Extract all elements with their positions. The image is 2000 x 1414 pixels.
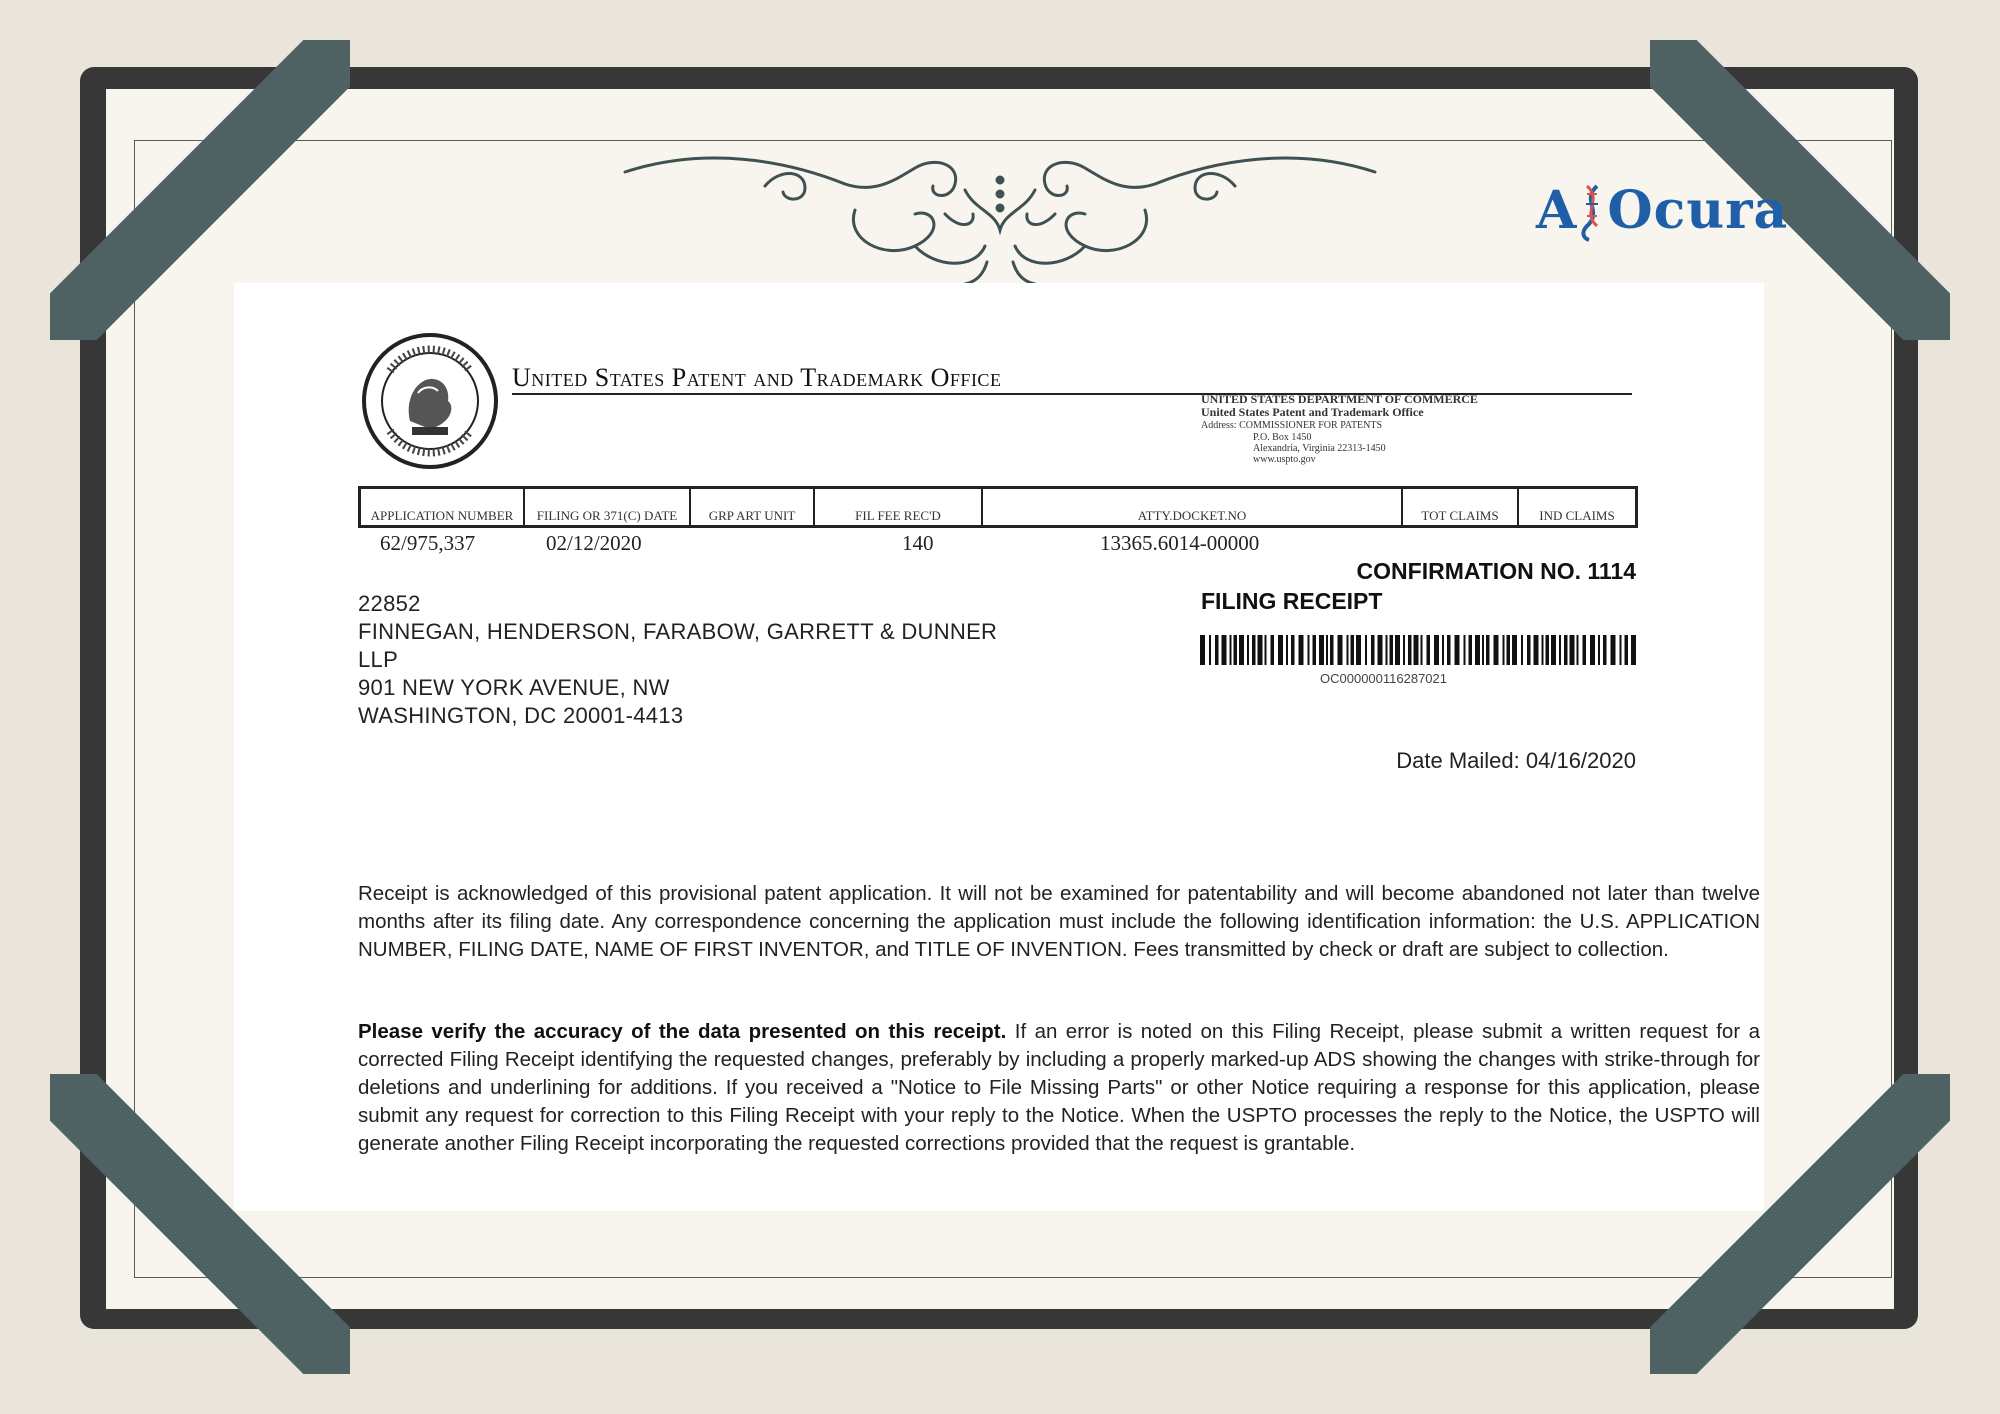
barcode-bar [1598, 635, 1600, 665]
barcode-bar [1286, 635, 1288, 665]
filing-receipt-label: FILING RECEIPT [1201, 588, 1383, 614]
uspto-seal-icon [360, 331, 500, 471]
barcode-bar [1507, 635, 1511, 665]
barcode-bar [1521, 635, 1523, 665]
barcode-bar [1577, 635, 1579, 665]
barcode-bar [1356, 635, 1361, 665]
value-fil-fee: 140 [902, 531, 934, 555]
acknowledgement-paragraph: Receipt is acknowledged of this provisional patent application. It will not be examined for patentability and will become abandoned not later than twelve months after its filing date. Any correspondence concerning the application must include the following identification information: the U.S. APPLICATION NUMBER, FILING DATE, NAME OF FIRST INVENTOR, and TITLE OF INVENTION. Fees transmitted by check or draft are subject to collection. [358, 882, 1760, 961]
application-values-row [358, 531, 1638, 557]
barcode-bar [1527, 635, 1531, 665]
address-line-2: P.O. Box 1450 [1253, 432, 1312, 443]
barcode-bar [1625, 635, 1629, 665]
barcode-bar [1475, 635, 1480, 665]
office-title: United States Patent and Trademark Office [512, 363, 1002, 392]
barcode-bar [1546, 635, 1550, 665]
date-mailed: Date Mailed: 04/16/2020 [1396, 748, 1636, 773]
barcode-bar [1559, 635, 1561, 665]
barcode-bar [1330, 635, 1334, 665]
header-ind-claims: IND CLAIMS [1539, 508, 1615, 523]
barcode-bar [1564, 635, 1568, 665]
department-address-block [1201, 393, 1478, 465]
filing-receipt-document [234, 283, 1764, 1211]
barcode-bar [1338, 635, 1343, 665]
barcode-bar [1230, 635, 1232, 665]
verification-bold-text: Please verify the accuracy of the data presented on this receipt. [358, 1020, 1007, 1043]
department-line-2: United States Patent and Trademark Office [1201, 405, 1424, 419]
barcode-bar [1570, 635, 1575, 665]
barcode-bar [1442, 635, 1444, 665]
barcode-bar [1319, 635, 1324, 665]
barcode-bar [1313, 635, 1317, 665]
barcode [1200, 633, 1638, 687]
barcode-bar [1247, 635, 1249, 665]
barcode-bar [1421, 635, 1423, 665]
barcode-bar [1291, 635, 1295, 665]
verification-paragraph [358, 1018, 1760, 1158]
header-filing-date: FILING OR 371(C) DATE [525, 489, 691, 525]
firm-name-line-1: FINNEGAN, HENDERSON, FARABOW, GARRETT & DUNNER [358, 619, 998, 644]
barcode-bar [1278, 635, 1283, 665]
header-atty-docket: ATTY.DOCKET.NO [983, 489, 1403, 525]
header-application-number: APPLICATION NUMBER [361, 489, 525, 525]
header-tot-claims: TOT CLAIMS [1403, 489, 1519, 525]
barcode-bar [1308, 635, 1310, 665]
barcode-bar [1351, 635, 1355, 665]
barcode-bar [1464, 635, 1466, 665]
value-filing-date: 02/12/2020 [546, 531, 642, 555]
barcode-bar [1542, 635, 1544, 665]
barcode-bar [1326, 635, 1328, 665]
mailing-address [358, 590, 997, 730]
barcode-bar [1486, 635, 1490, 665]
address-line-4: www.uspto.gov [1253, 454, 1316, 465]
barcode-bar [1258, 635, 1263, 665]
barcode-bar [1390, 635, 1394, 665]
barcode-bar [1414, 635, 1419, 665]
barcode-bar [1365, 635, 1367, 665]
barcode-bar [1611, 635, 1616, 665]
barcode-bar [1271, 635, 1275, 665]
barcode-bar [1403, 635, 1405, 665]
address-label: Address: [1201, 420, 1237, 431]
barcode-bar [1590, 635, 1595, 665]
confirmation-number: CONFIRMATION NO. 1114 [1356, 558, 1636, 584]
barcode-bar [1620, 635, 1622, 665]
ascocura-logo [1536, 180, 1788, 242]
barcode-bar [1455, 635, 1460, 665]
barcode-bar [1299, 635, 1304, 665]
application-header-table [358, 486, 1638, 528]
barcode-bar [1427, 635, 1431, 665]
barcode-bar [1534, 635, 1539, 665]
barcode-bar [1469, 635, 1473, 665]
customer-number: 22852 [358, 591, 421, 616]
barcode-bar [1447, 635, 1451, 665]
barcode-bar [1222, 635, 1227, 665]
dna-icon [1577, 182, 1607, 242]
header-fil-fee: FIL FEE REC'D [815, 489, 983, 525]
address-line-3: Alexandria, Virginia 22313-1450 [1253, 443, 1386, 454]
barcode-bar [1265, 635, 1267, 665]
barcode-bar [1583, 635, 1587, 665]
barcode-bar [1494, 635, 1499, 665]
barcode-bar [1386, 635, 1388, 665]
barcode-bar [1252, 635, 1256, 665]
barcode-bar [1408, 635, 1412, 665]
barcode-bar [1371, 635, 1375, 665]
ornamental-flourish [615, 150, 1385, 285]
barcode-bar [1434, 635, 1439, 665]
department-line-1: UNITED STATES DEPARTMENT OF COMMERCE [1201, 392, 1478, 406]
barcode-bar [1512, 635, 1517, 665]
barcode-bar [1378, 635, 1383, 665]
logo-text-prefix: A [1536, 180, 1578, 241]
barcode-bar [1631, 635, 1636, 665]
barcode-bar [1395, 635, 1400, 665]
barcode-bar [1503, 635, 1505, 665]
city-state-zip: WASHINGTON, DC 20001-4413 [358, 703, 684, 728]
header-grp-art-unit: GRP ART UNIT [691, 489, 815, 525]
barcode-bar [1347, 635, 1349, 665]
barcode-bar [1209, 635, 1211, 665]
value-application-number: 62/975,337 [380, 531, 476, 555]
barcode-bar [1234, 635, 1238, 665]
barcode-bar [1482, 635, 1484, 665]
barcode-bar [1239, 635, 1244, 665]
verification-body-text: If an error is noted on this Filing Receipt, please submit a written request for a corrected Filing Receipt identifying the requested changes, preferably by including a properly marked-up ADS showing the changes with strike-through for deletions and underlining for additions. If you received a "Notice to File Missing Parts" or other Notice requiring a response for this application, please submit any request for correction to this Filing Receipt with your reply to the Notice. When the USPTO processes the reply to the Notice, the USPTO will generate another Filing Receipt incorporating the requested corrections provided that the request is grantable. [358, 1020, 1760, 1155]
firm-name-line-2: LLP [358, 647, 399, 672]
barcode-text: OC000000116287021 [1320, 671, 1447, 686]
barcode-bar [1551, 635, 1556, 665]
barcode-bar [1215, 635, 1219, 665]
logo-text-suffix: Ocura [1607, 180, 1789, 241]
value-atty-docket: 13365.6014-00000 [1100, 531, 1260, 555]
barcode-bar [1200, 635, 1205, 665]
street-address: 901 NEW YORK AVENUE, NW [358, 675, 670, 700]
address-line-1: COMMISSIONER FOR PATENTS [1239, 420, 1383, 431]
barcode-bar [1603, 635, 1607, 665]
